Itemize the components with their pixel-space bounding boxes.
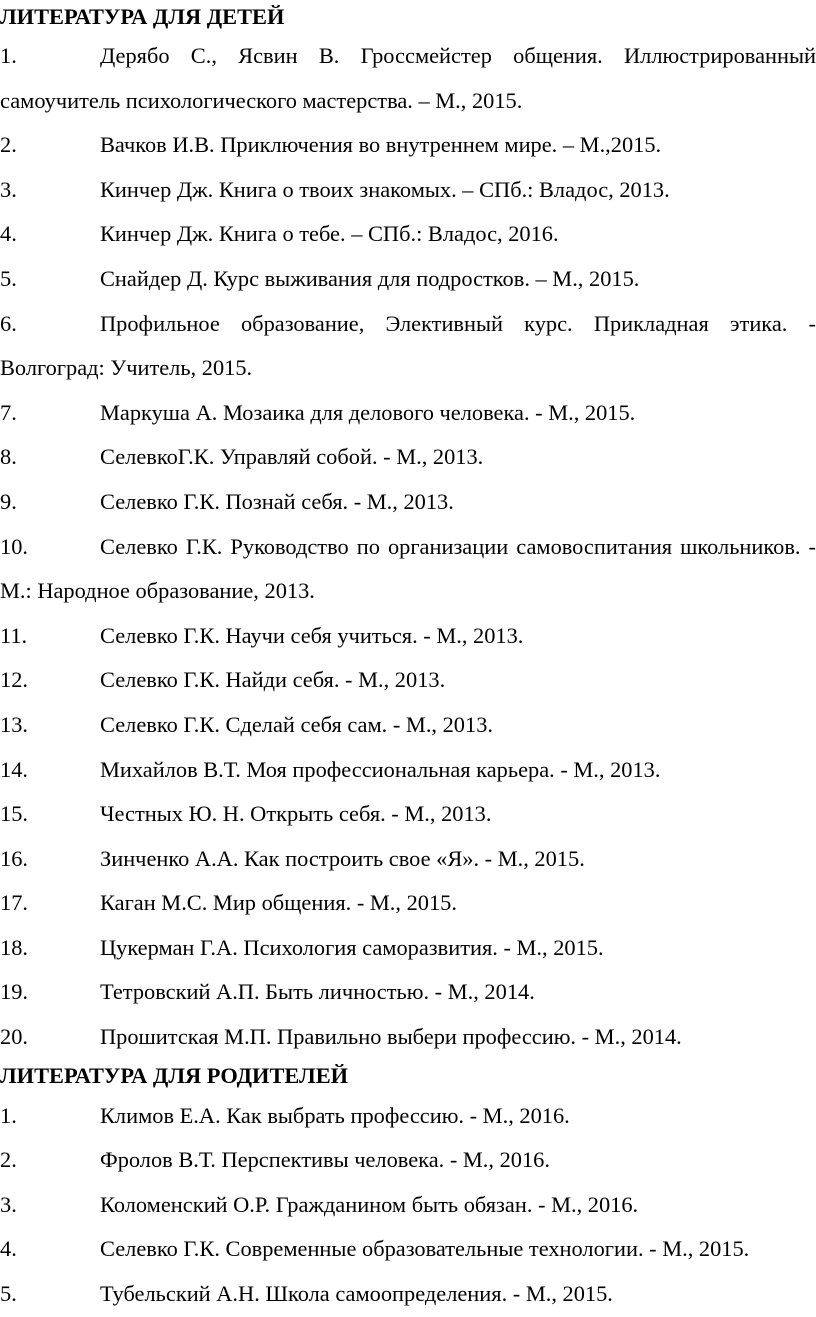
item-text: Профильное образование, Элективный курс. Прикладная этика. - Волгоград: Учитель, 2015.	[0, 310, 816, 381]
item-number: 14.	[0, 756, 28, 782]
item-text: Честных Ю. Н. Открыть себя. - М., 2013.	[100, 801, 492, 827]
item-number: 8.	[0, 444, 17, 470]
item-number: 17.	[0, 890, 28, 916]
item-number: 1.	[0, 43, 17, 68]
item-number: 13.	[0, 711, 28, 737]
list-item	[0, 123, 816, 168]
item-number: 9.	[0, 488, 17, 514]
section-parents-literature	[0, 1058, 816, 1317]
item-text: Кинчер Дж. Книга о тебе. – СПб.: Владос, 2016.	[100, 221, 559, 247]
list-item	[0, 881, 816, 926]
list-item	[0, 970, 816, 1015]
list-item	[0, 703, 816, 748]
item-text: Климов Е.А. Как выбрать профессию. - М., 2016.	[100, 1102, 570, 1128]
item-text: Тубельский А.Н. Школа самоопределения. - М., 2015.	[100, 1281, 613, 1307]
item-text: Селевко Г.К. Руководство по организации самовоспитания школьников. - М.: Народное образование, 2013.	[0, 533, 816, 604]
item-text: Михайлов В.Т. Моя профессиональная карьера. - М., 2013.	[100, 756, 661, 782]
item-text: Маркуша А. Мозаика для делового человека. - М., 2015.	[100, 399, 636, 425]
children-literature-list	[0, 34, 816, 1060]
item-text: Коломенский О.Р. Гражданином быть обязан. - М., 2016.	[100, 1191, 639, 1217]
item-text: СелевкоГ.К. Управляй собой. - М., 2013.	[100, 444, 484, 470]
item-number: 4.	[0, 1236, 17, 1262]
list-item	[0, 1015, 816, 1060]
item-text: Снайдер Д. Курс выживания для подростков. – М., 2015.	[100, 265, 640, 291]
list-item	[0, 168, 816, 213]
item-text: Цукерман Г.А. Психология саморазвития. - М., 2015.	[100, 934, 604, 960]
list-item	[0, 302, 816, 391]
item-text: Зинченко А.А. Как построить свое «Я». - М., 2015.	[100, 845, 585, 871]
section-heading-parents: ЛИТЕРАТУРА ДЛЯ РОДИТЕЛЕЙ	[0, 1062, 349, 1088]
list-item	[0, 212, 816, 257]
section-heading-children: ЛИТЕРАТУРА ДЛЯ ДЕТЕЙ	[0, 4, 285, 29]
item-text: Фролов В.Т. Перспективы человека. - М., 2016.	[100, 1147, 550, 1173]
item-number: 4.	[0, 221, 17, 247]
parents-literature-list	[0, 1094, 816, 1317]
list-item	[0, 837, 816, 882]
item-number: 1.	[0, 1102, 17, 1128]
item-number: 3.	[0, 1191, 17, 1217]
item-text: Селевко Г.К. Найди себя. - М., 2013.	[100, 667, 446, 693]
item-number: 5.	[0, 1281, 17, 1307]
item-text: Тетровский А.П. Быть личностью. - М., 2014.	[100, 979, 535, 1005]
item-number: 19.	[0, 979, 28, 1005]
item-text: Селевко Г.К. Сделай себя сам. - М., 2013.	[100, 711, 493, 737]
list-item	[0, 1272, 816, 1317]
item-text: Кинчер Дж. Книга о твоих знакомых. – СПб.: Владос, 2013.	[100, 176, 670, 202]
item-text: Вачков И.В. Приключения во внутреннем мире. – М.,2015.	[100, 132, 662, 158]
list-item	[0, 525, 816, 614]
item-number: 11.	[0, 622, 28, 648]
list-item	[0, 1138, 816, 1183]
list-item	[0, 34, 816, 123]
item-text: Каган М.С. Мир общения. - М., 2015.	[100, 890, 457, 916]
list-item	[0, 926, 816, 971]
list-item	[0, 480, 816, 525]
item-text: Селевко Г.К. Научи себя учиться. - М., 2013.	[100, 622, 524, 648]
item-text: Селевко Г.К. Познай себя. - М., 2013.	[100, 488, 454, 514]
item-number: 20.	[0, 1024, 28, 1050]
list-item	[0, 792, 816, 837]
list-item	[0, 614, 816, 659]
list-item	[0, 1094, 816, 1139]
item-number: 16.	[0, 845, 28, 871]
item-number: 6.	[0, 310, 17, 336]
list-item	[0, 257, 816, 302]
list-item	[0, 658, 816, 703]
item-number: 7.	[0, 399, 17, 425]
item-text: Дерябо С., Ясвин В. Гроссмейстер общения. Иллюстрированный самоучитель психологического мастерства. – М., 2015.	[0, 43, 816, 113]
item-number: 18.	[0, 934, 28, 960]
list-item	[0, 1183, 816, 1228]
item-number: 2.	[0, 1147, 17, 1173]
item-text: Селевко Г.К. Современные образовательные технологии. - М., 2015.	[100, 1236, 750, 1262]
item-number: 2.	[0, 132, 17, 158]
list-item	[0, 1227, 816, 1272]
item-number: 3.	[0, 176, 17, 202]
item-text: Прошитская М.П. Правильно выбери профессию. - М., 2014.	[100, 1024, 682, 1050]
list-item	[0, 391, 816, 436]
item-number: 10.	[0, 533, 28, 559]
item-number: 12.	[0, 667, 28, 693]
list-item	[0, 435, 816, 480]
item-number: 15.	[0, 801, 28, 827]
item-number: 5.	[0, 265, 17, 291]
list-item	[0, 748, 816, 793]
